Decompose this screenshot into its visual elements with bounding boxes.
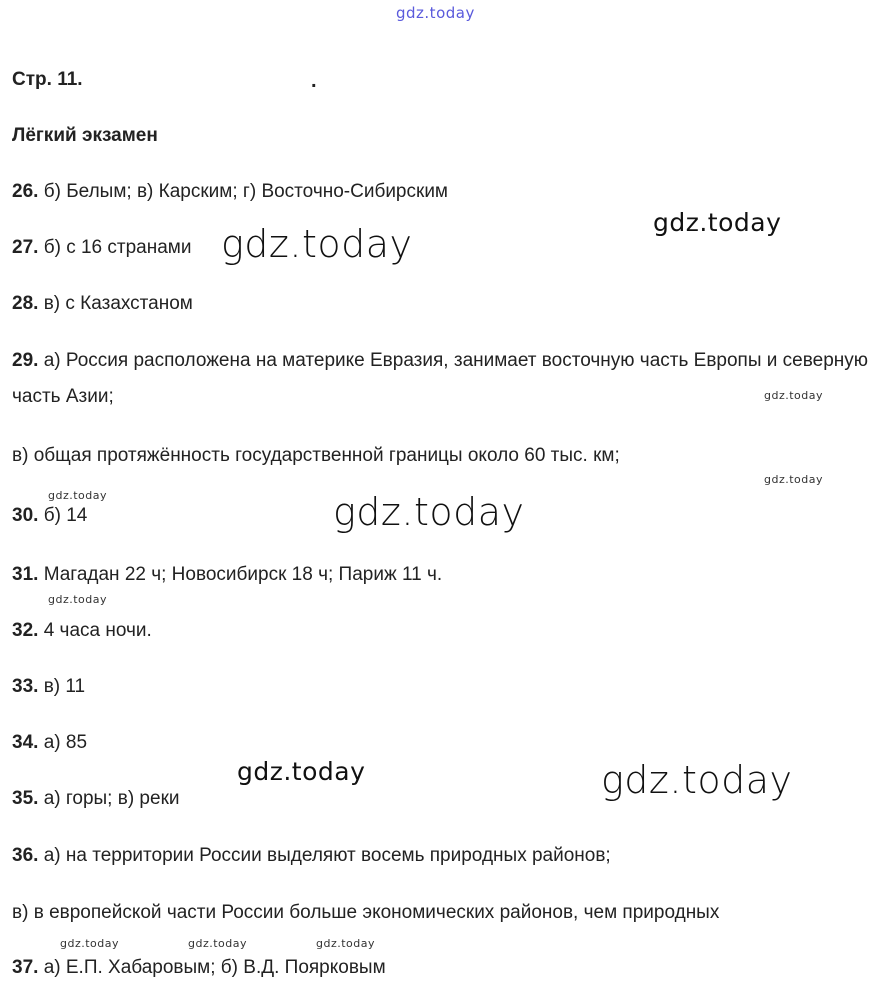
answer-text: б) Белым; в) Карским; г) Восточно-Сибирским bbox=[43, 181, 448, 202]
answer-text: а) горы; в) реки bbox=[43, 788, 180, 809]
watermark: gdz.today bbox=[48, 593, 108, 606]
answer-34 bbox=[12, 732, 868, 754]
answer-text: в) 11 bbox=[43, 676, 86, 697]
answer-number: 33. bbox=[12, 676, 39, 697]
watermark: gdz.today bbox=[764, 389, 824, 402]
answer-text: а) 85 bbox=[43, 732, 88, 753]
answer-36-continued bbox=[12, 902, 868, 924]
watermark: gdz.today bbox=[601, 758, 793, 802]
answer-number: 28. bbox=[12, 293, 39, 314]
answer-number: 35. bbox=[12, 788, 39, 809]
answer-text: б) с 16 странами bbox=[43, 237, 192, 258]
answer-27 bbox=[12, 237, 868, 259]
watermark: gdz.today bbox=[48, 489, 108, 502]
answer-text: в) общая протяжённость государственной границы около 60 тыс. км; bbox=[12, 445, 620, 466]
answer-text: в) в европейской части России больше экономических районов, чем природных bbox=[12, 902, 720, 923]
watermark: gdz.today bbox=[237, 757, 366, 786]
answer-text: а) Е.П. Хабаровым; б) В.Д. Поярковым bbox=[43, 957, 386, 978]
answer-33 bbox=[12, 676, 868, 698]
answer-37 bbox=[12, 957, 868, 979]
stray-dot: . bbox=[311, 70, 317, 92]
answer-text: в) с Казахстаном bbox=[43, 293, 193, 314]
answer-36 bbox=[12, 845, 868, 867]
page-reference: Стр. 11. bbox=[12, 69, 83, 90]
answer-number: 34. bbox=[12, 732, 39, 753]
watermark: gdz.today bbox=[333, 490, 525, 534]
watermark: gdz.today bbox=[188, 937, 248, 950]
answer-31 bbox=[12, 564, 868, 586]
answer-26 bbox=[12, 181, 868, 203]
answer-32 bbox=[12, 620, 868, 642]
answer-29-continued bbox=[12, 445, 868, 467]
watermark: gdz.today bbox=[221, 222, 413, 266]
answer-text: а) Россия расположена на материке Евразия, занимает восточную часть Европы и северную часть Азии; bbox=[12, 350, 868, 407]
watermark-top: gdz.today bbox=[396, 4, 475, 22]
watermark: gdz.today bbox=[764, 473, 824, 486]
answer-number: 32. bbox=[12, 620, 39, 641]
watermark: gdz.today bbox=[60, 937, 120, 950]
answer-number: 29. bbox=[12, 350, 39, 371]
answer-text: а) на территории России выделяют восемь природных районов; bbox=[43, 845, 611, 866]
answer-28 bbox=[12, 293, 868, 315]
answer-29 bbox=[12, 343, 868, 415]
answer-number: 27. bbox=[12, 237, 39, 258]
watermark: gdz.today bbox=[653, 208, 782, 237]
answer-text: б) 14 bbox=[43, 505, 88, 526]
answer-number: 37. bbox=[12, 957, 39, 978]
answer-number: 36. bbox=[12, 845, 39, 866]
section-title: Лёгкий экзамен bbox=[12, 125, 158, 146]
answer-number: 26. bbox=[12, 181, 39, 202]
answer-number: 31. bbox=[12, 564, 39, 585]
answer-number: 30. bbox=[12, 505, 39, 526]
answer-text: Магадан 22 ч; Новосибирск 18 ч; Париж 11 ч. bbox=[43, 564, 443, 585]
watermark: gdz.today bbox=[316, 937, 376, 950]
answer-text: 4 часа ночи. bbox=[43, 620, 152, 641]
